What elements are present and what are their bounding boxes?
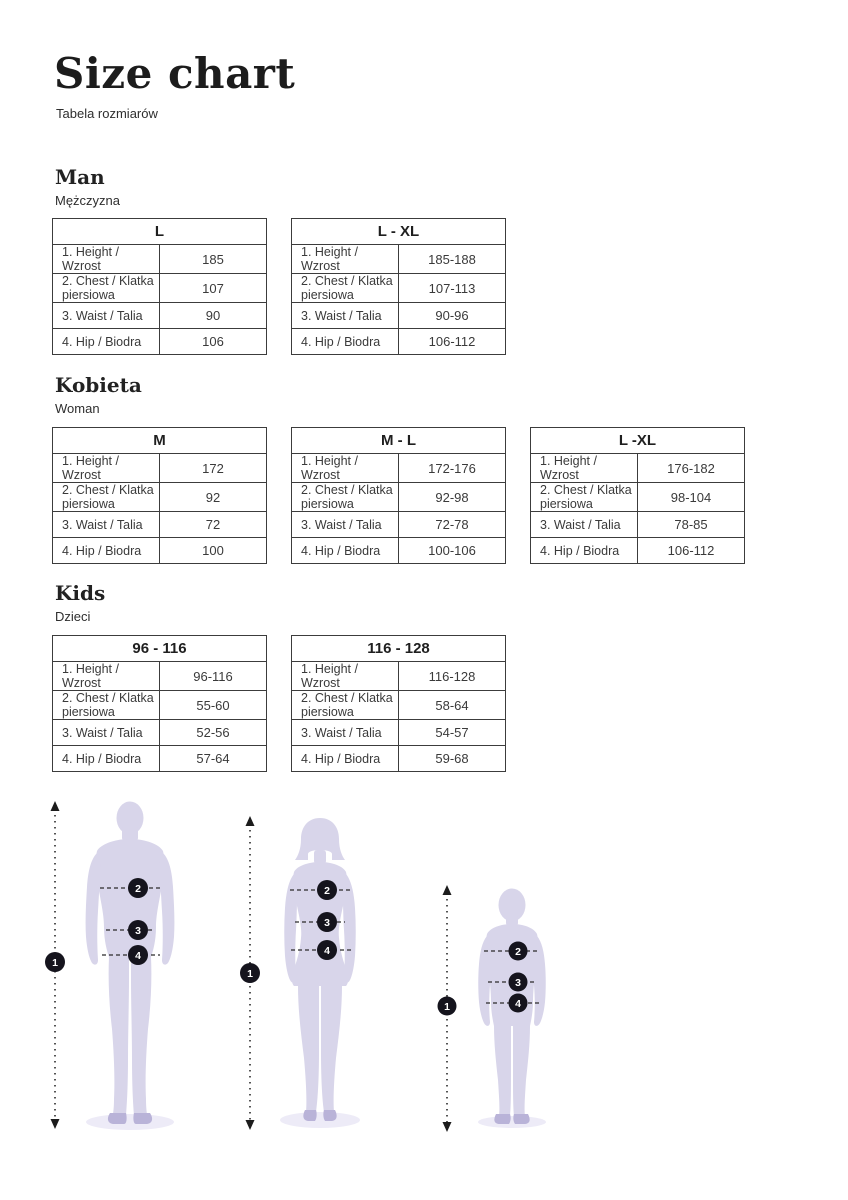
- section-subheading-woman: Woman: [55, 401, 100, 416]
- section-heading-woman: Kobieta: [55, 373, 142, 397]
- floor-shadow: [86, 1114, 174, 1130]
- svg-text:4: 4: [515, 997, 521, 1010]
- measure-value: 78-85: [638, 512, 745, 538]
- man-measurement-figure: [40, 795, 200, 1135]
- table-row: [292, 512, 506, 538]
- table-row: [53, 329, 267, 355]
- measure-label: 1. Height / Wzrost: [53, 662, 160, 691]
- size-table-kids-96-116: [52, 635, 267, 772]
- svg-text:2: 2: [515, 945, 521, 958]
- table-row: [53, 512, 267, 538]
- measure-label: 1. Height / Wzrost: [53, 454, 160, 483]
- measure-label: 1. Height / Wzrost: [531, 454, 638, 483]
- kids-tables-row: [52, 635, 506, 772]
- measure-value: 72-78: [399, 512, 506, 538]
- measure-value: 106-112: [638, 538, 745, 564]
- woman-tables-row: [52, 427, 745, 564]
- table-row: [53, 454, 267, 483]
- measure-label: 2. Chest / Klatka piersiowa: [531, 483, 638, 512]
- man-silhouette: [86, 802, 175, 1125]
- height-arrow: [240, 816, 260, 1130]
- measure-value: 58-64: [399, 691, 506, 720]
- measure-value: 172-176: [399, 454, 506, 483]
- measure-label: 2. Chest / Klatka piersiowa: [292, 274, 399, 303]
- measure-value: 90-96: [399, 303, 506, 329]
- measure-value: 106: [160, 329, 267, 355]
- measure-value: 106-112: [399, 329, 506, 355]
- svg-text:2: 2: [324, 884, 330, 897]
- table-row: [53, 691, 267, 720]
- measure-value: 98-104: [638, 483, 745, 512]
- svg-text:1: 1: [52, 956, 58, 969]
- table-row: [292, 720, 506, 746]
- svg-text:3: 3: [324, 916, 330, 929]
- measure-value: 54-57: [399, 720, 506, 746]
- table-row: [53, 274, 267, 303]
- size-table-man-l-xl: [291, 218, 506, 355]
- measure-value: 92-98: [399, 483, 506, 512]
- measure-value: 55-60: [160, 691, 267, 720]
- man-tables-row: [52, 218, 506, 355]
- table-row: [292, 691, 506, 720]
- table-row: [53, 245, 267, 274]
- measure-label: 3. Waist / Talia: [53, 720, 160, 746]
- measure-label: 3. Waist / Talia: [292, 720, 399, 746]
- measure-value: 96-116: [160, 662, 267, 691]
- size-header: M - L: [292, 428, 506, 454]
- measure-label: 4. Hip / Biodra: [292, 746, 399, 772]
- table-row: [292, 483, 506, 512]
- height-arrow: [45, 801, 65, 1129]
- measure-value: 185-188: [399, 245, 506, 274]
- table-row: [292, 245, 506, 274]
- table-row: [531, 538, 745, 564]
- section-heading-man: Man: [55, 165, 105, 189]
- table-row: [53, 662, 267, 691]
- section-subheading-man: Mężczyzna: [55, 193, 121, 208]
- measure-label: 1. Height / Wzrost: [292, 245, 399, 274]
- size-table-woman-m: [52, 427, 267, 564]
- table-row: [53, 303, 267, 329]
- measure-label: 4. Hip / Biodra: [53, 746, 160, 772]
- measure-label: 3. Waist / Talia: [292, 303, 399, 329]
- measure-label: 2. Chest / Klatka piersiowa: [53, 274, 160, 303]
- svg-text:4: 4: [324, 944, 330, 957]
- woman-silhouette: [284, 818, 356, 1121]
- measure-value: 72: [160, 512, 267, 538]
- measure-label: 4. Hip / Biodra: [53, 538, 160, 564]
- table-row: [531, 483, 745, 512]
- measure-value: 100: [160, 538, 267, 564]
- size-header: L - XL: [292, 219, 506, 245]
- table-row: [292, 303, 506, 329]
- size-header: 116 - 128: [292, 636, 506, 662]
- table-row: [292, 454, 506, 483]
- size-header: L -XL: [531, 428, 745, 454]
- measure-value: 185: [160, 245, 267, 274]
- measure-label: 1. Height / Wzrost: [53, 245, 160, 274]
- page-subtitle: Tabela rozmiarów: [56, 106, 158, 121]
- size-table-kids-116-128: [291, 635, 506, 772]
- measure-value: 92: [160, 483, 267, 512]
- measure-value: 107: [160, 274, 267, 303]
- measure-label: 2. Chest / Klatka piersiowa: [53, 691, 160, 720]
- height-arrow: [438, 885, 457, 1132]
- size-header: 96 - 116: [53, 636, 267, 662]
- measure-label: 4. Hip / Biodra: [53, 329, 160, 355]
- floor-shadow: [280, 1112, 360, 1128]
- measure-label: 4. Hip / Biodra: [292, 329, 399, 355]
- table-row: [292, 274, 506, 303]
- measure-label: 2. Chest / Klatka piersiowa: [292, 483, 399, 512]
- svg-text:3: 3: [515, 976, 521, 989]
- table-row: [53, 720, 267, 746]
- svg-text:1: 1: [444, 1000, 450, 1013]
- measure-label: 2. Chest / Klatka piersiowa: [53, 483, 160, 512]
- floor-shadow: [478, 1116, 546, 1128]
- measure-value: 59-68: [399, 746, 506, 772]
- size-header: M: [53, 428, 267, 454]
- child-measurement-figure: [432, 880, 572, 1140]
- measure-label: 3. Waist / Talia: [292, 512, 399, 538]
- section-heading-kids: Kids: [55, 581, 106, 605]
- table-row: [292, 746, 506, 772]
- measure-value: 100-106: [399, 538, 506, 564]
- measure-label: 3. Waist / Talia: [53, 303, 160, 329]
- table-row: [292, 329, 506, 355]
- measure-value: 107-113: [399, 274, 506, 303]
- table-row: [53, 483, 267, 512]
- table-row: [292, 662, 506, 691]
- measure-value: 172: [160, 454, 267, 483]
- size-table-woman-l-xl: [530, 427, 745, 564]
- table-row: [531, 512, 745, 538]
- measure-value: 57-64: [160, 746, 267, 772]
- woman-measurement-figure: [235, 812, 385, 1137]
- size-table-woman-m-l: [291, 427, 506, 564]
- measure-value: 176-182: [638, 454, 745, 483]
- svg-text:3: 3: [135, 924, 141, 937]
- table-row: [531, 454, 745, 483]
- table-row: [53, 746, 267, 772]
- measure-label: 2. Chest / Klatka piersiowa: [292, 691, 399, 720]
- table-row: [292, 538, 506, 564]
- svg-text:4: 4: [135, 949, 141, 962]
- size-table-man-l: [52, 218, 267, 355]
- measure-label: 1. Height / Wzrost: [292, 662, 399, 691]
- measure-label: 4. Hip / Biodra: [292, 538, 399, 564]
- size-header: L: [53, 219, 267, 245]
- measure-value: 52-56: [160, 720, 267, 746]
- measure-value: 90: [160, 303, 267, 329]
- svg-text:2: 2: [135, 882, 141, 895]
- measure-value: 116-128: [399, 662, 506, 691]
- page-title: Size chart: [54, 49, 296, 98]
- measure-label: 1. Height / Wzrost: [292, 454, 399, 483]
- measure-label: 3. Waist / Talia: [531, 512, 638, 538]
- measure-label: 4. Hip / Biodra: [531, 538, 638, 564]
- table-row: [53, 538, 267, 564]
- measure-label: 3. Waist / Talia: [53, 512, 160, 538]
- svg-text:1: 1: [247, 967, 253, 980]
- section-subheading-kids: Dzieci: [55, 609, 91, 624]
